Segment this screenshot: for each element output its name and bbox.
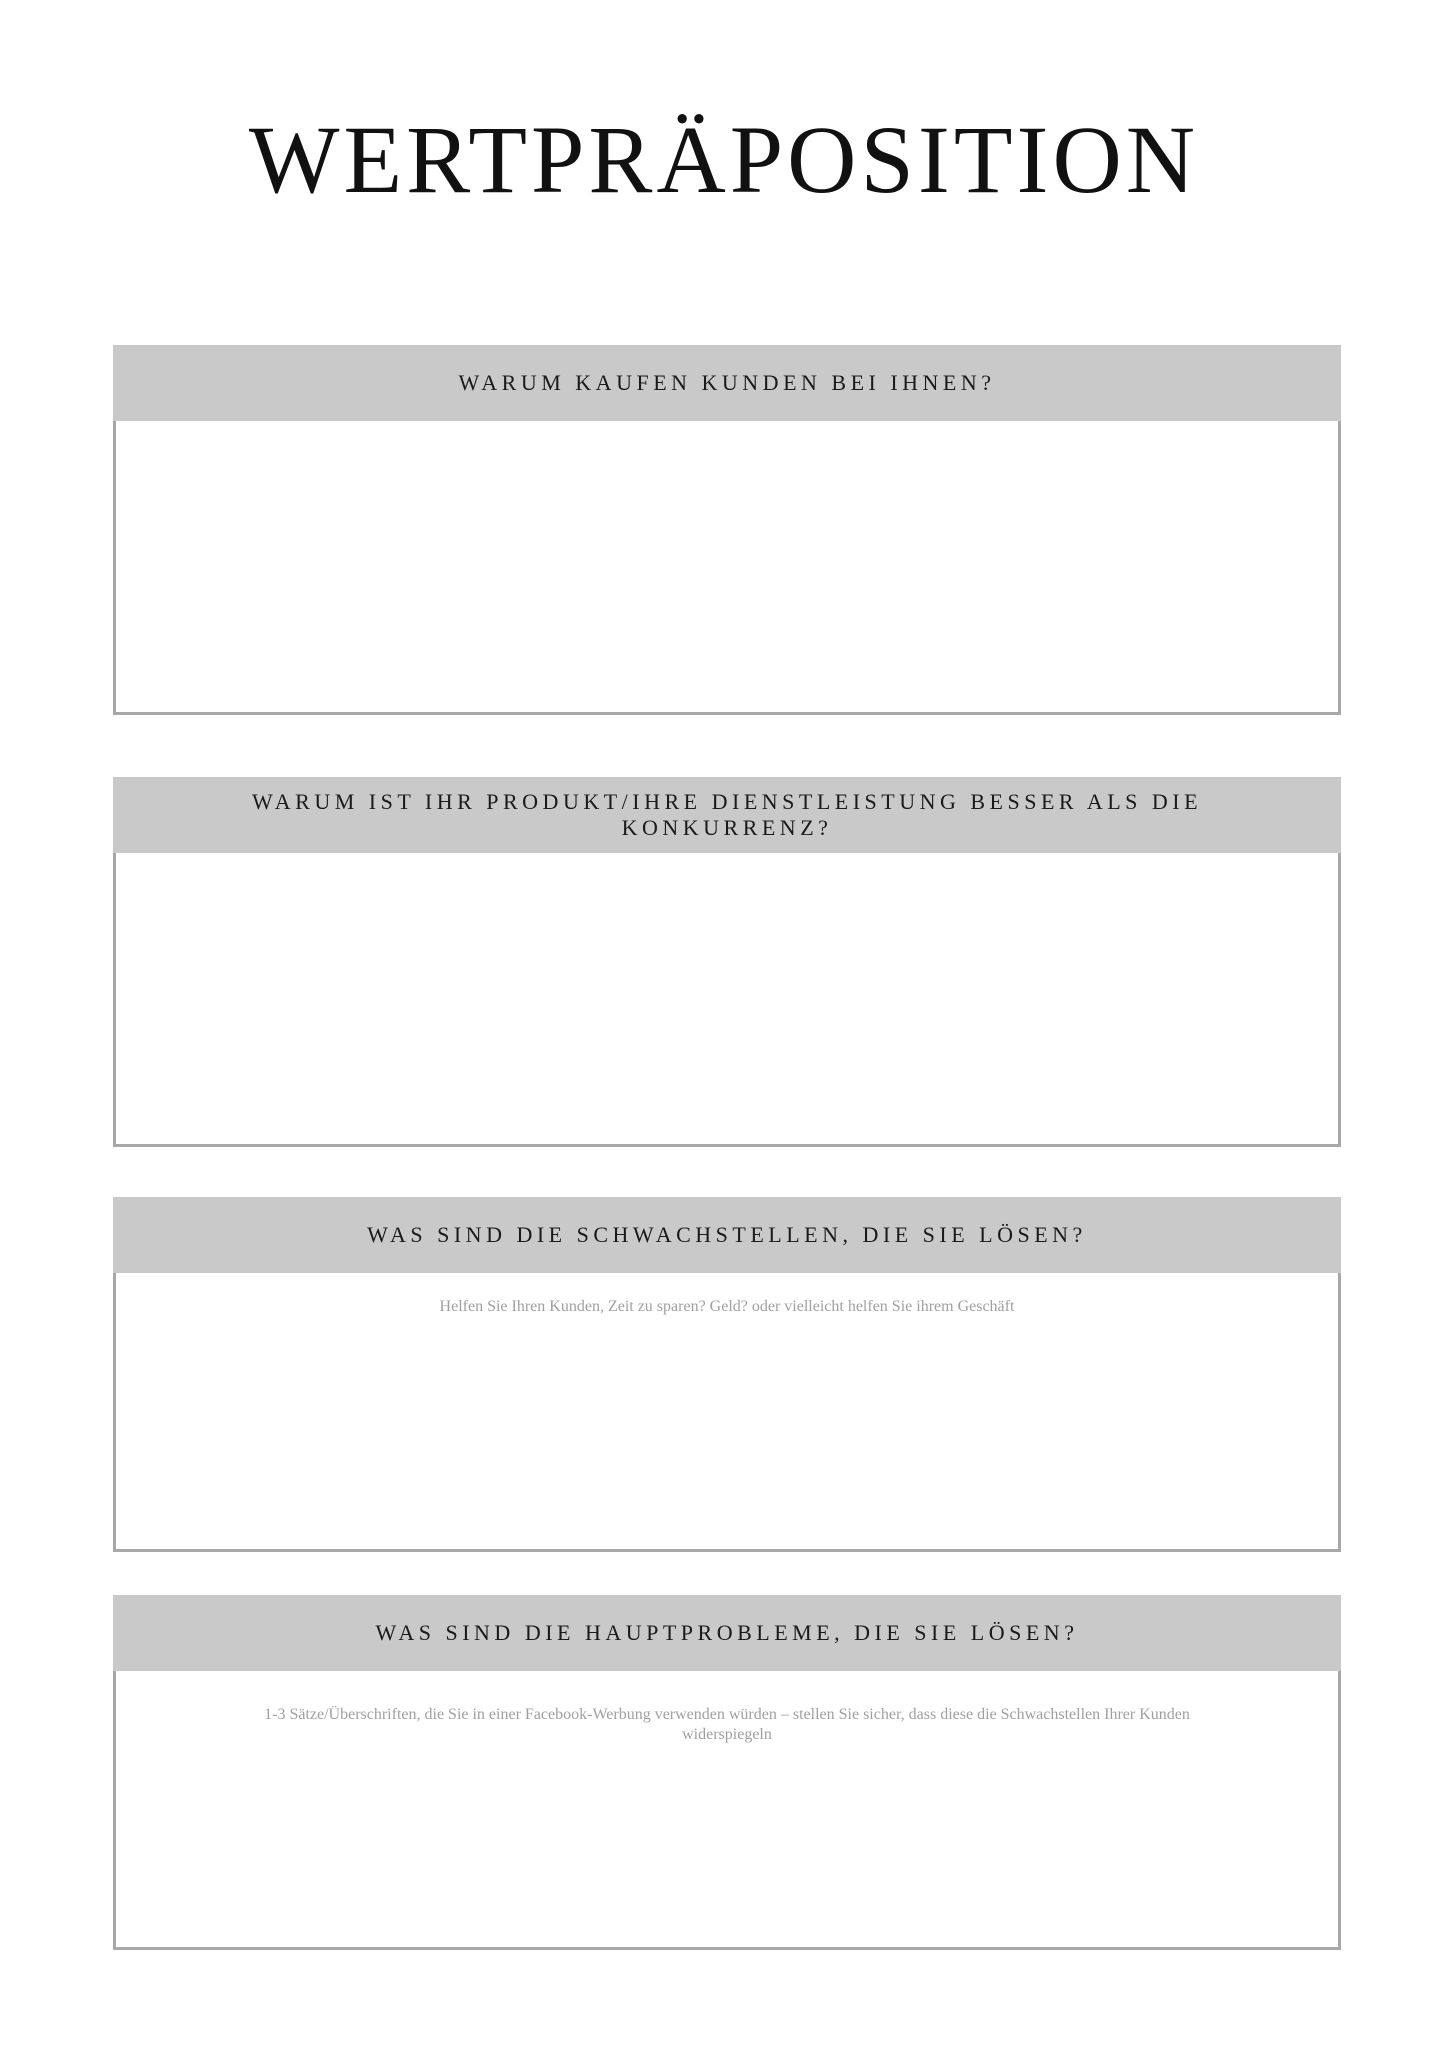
section-header (113, 345, 1341, 421)
section-pain-points (113, 1197, 1341, 1552)
section-heading: WARUM KAUFEN KUNDEN BEI IHNEN? (458, 370, 996, 395)
section-header (113, 777, 1341, 853)
page-title: WERTPRÄPOSITION (248, 106, 1200, 213)
section-header (113, 1595, 1341, 1671)
section-header (113, 1197, 1341, 1273)
section-heading: WAS SIND DIE SCHWACHSTELLEN, DIE SIE LÖSEN? (367, 1222, 1087, 1247)
hint-text: 1-3 Sätze/Überschriften, die Sie in einer Facebook-Werbung verwenden würden – stellen Sie sicher, dass diese die Schwachstellen Ihrer Kunden widerspiegeln (264, 1706, 1190, 1743)
section-heading: WAS SIND DIE HAUPTPROBLEME, DIE SIE LÖSEN? (375, 1620, 1079, 1645)
hint-text: Helfen Sie Ihren Kunden, Zeit zu sparen? Geld? oder vielleicht helfen Sie ihrem Geschäft (439, 1298, 1015, 1315)
section-why-customers-buy (113, 345, 1341, 715)
section-heading: WARUM IST IHR PRODUKT/IHRE DIENSTLEISTUNG BESSER ALS DIE KONKURRENZ? (251, 789, 1203, 840)
section-why-better-than-competition (113, 777, 1341, 1147)
section-main-problems (113, 1595, 1341, 1950)
answer-area[interactable] (116, 1297, 1338, 1317)
answer-area[interactable] (116, 1705, 1338, 1745)
